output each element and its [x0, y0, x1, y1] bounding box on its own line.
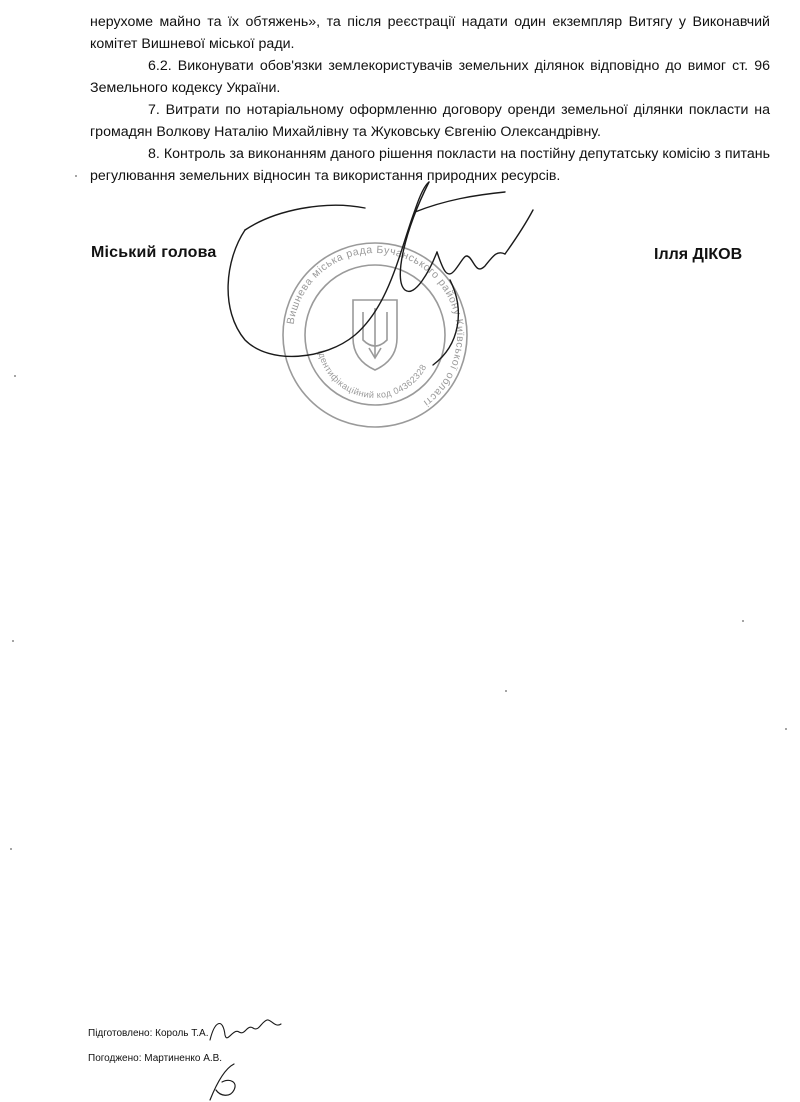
- signature-approved: [200, 1060, 250, 1102]
- paragraph-registration: нерухоме майно та їх обтяжень», та після реєстрації надати один екземпляр Витягу у Виконавчий комітет Вишневої міської ради.: [90, 14, 770, 52]
- signatory-name: Ілля ДІКОВ: [654, 246, 743, 263]
- official-stamp: [215, 170, 535, 440]
- scan-speck: [785, 728, 787, 730]
- approved-by: Погоджено: Мартиненко А.В.: [88, 1053, 223, 1064]
- stamp-inner-text: Ідентифікаційний код 04362328: [316, 349, 429, 401]
- signatory-title: Міський голова: [91, 244, 217, 261]
- scan-speck: [10, 848, 12, 850]
- stamp-outer-text: Вишнева міська рада Бучанського району Київської області: [284, 243, 467, 410]
- signature-mayor: [228, 182, 533, 365]
- scan-speck: [75, 175, 77, 177]
- paragraph-8: 8. Контроль за виконанням даного рішення покласти на постійну депутатську комісію з питань регулювання земельних відносин та використання природних ресурсів.: [90, 146, 770, 184]
- scan-speck: [505, 690, 507, 692]
- scan-speck: [742, 620, 744, 622]
- paragraph-6-2: 6.2. Виконувати обов'язки землекористувачів земельних ділянок відповідно до вимог ст. 96 Земельного кодексу України.: [90, 58, 770, 96]
- scan-speck: [12, 640, 14, 642]
- signature-prepared: [205, 1010, 285, 1050]
- paragraph-7: 7. Витрати по нотаріальному оформленню договору оренди земельної ділянки покласти на громадян Волкову Наталію Михайлівну та Жуковську Євгенію Олександрівну.: [90, 102, 770, 140]
- svg-text:Ідентифікаційний код 04362328: [316, 349, 428, 400]
- prepared-by: Підготовлено: Король Т.А.: [88, 1028, 209, 1039]
- scan-speck: [14, 375, 16, 377]
